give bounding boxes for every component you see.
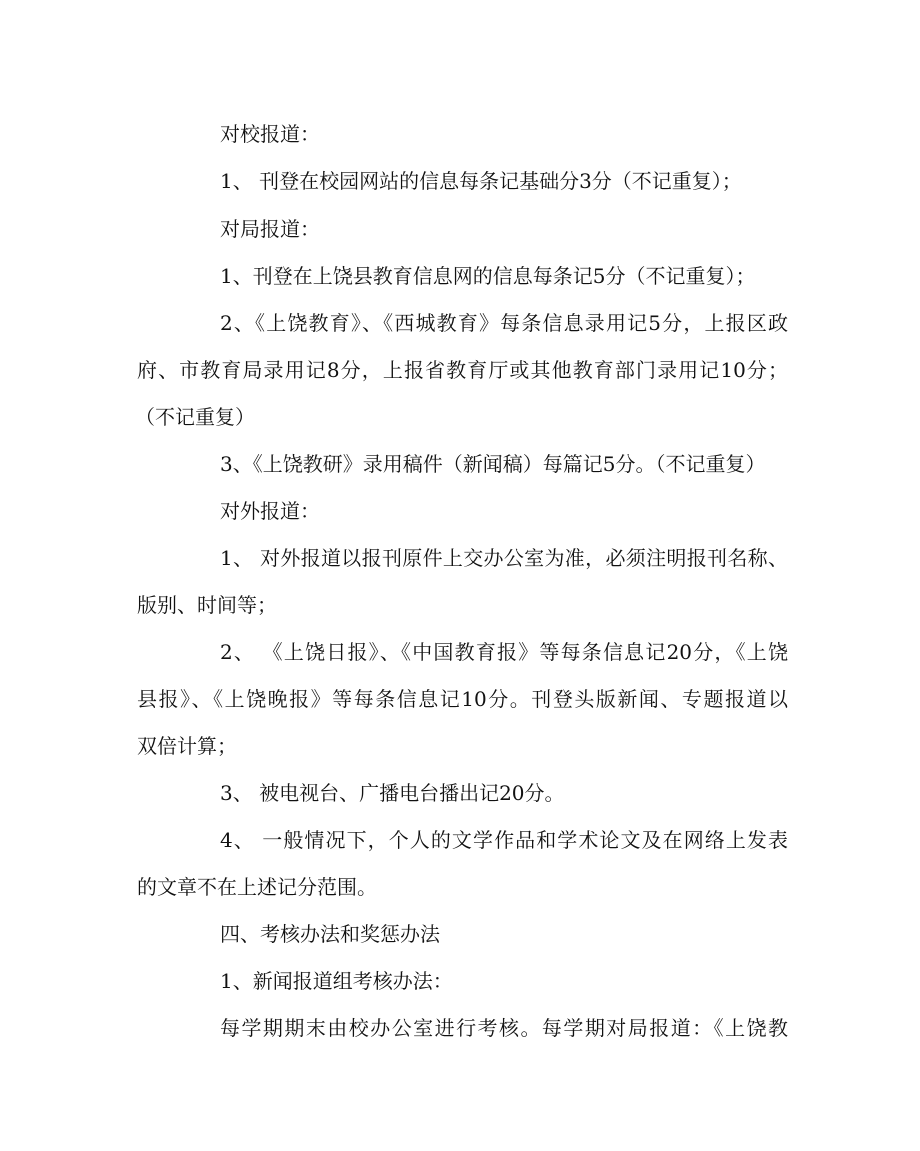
heading-school-report: 对校报道：: [220, 122, 320, 146]
heading-external-report: 对外报道：: [220, 499, 320, 523]
heading-bureau-report: 对局报道：: [220, 217, 320, 241]
subsection-heading: 1、新闻报道组考核办法：: [220, 969, 453, 993]
paragraph-line: 双倍计算；: [137, 734, 237, 758]
paragraph-line: 1、 刊登在校园网站的信息每条记基础分3分（不记重复）；: [220, 169, 742, 193]
paragraph-line: 3、 被电视台、广播电台播出记20分。: [220, 781, 565, 805]
paragraph-line: （不记重复）: [135, 405, 255, 429]
paragraph-line: 2、《上饶教育》、《西城教育》每条信息录用记5分，上报区政: [220, 311, 788, 335]
paragraph-line: 县报》、《上饶晚报》等每条信息记10分。刊登头版新闻、专题报道以: [137, 687, 788, 711]
paragraph-line: 2、 《上饶日报》、《中国教育报》等每条信息记20分，《上饶: [220, 640, 788, 664]
paragraph-line: 的文章不在上述记分范围。: [137, 875, 377, 899]
paragraph-line: 1、 对外报道以报刊原件上交办公室为准，必须注明报刊名称、: [220, 546, 788, 570]
paragraph-line: 府、市教育局录用记8分，上报省教育厅或其他教育部门录用记10分；: [137, 358, 788, 382]
paragraph-line: 版别、时间等；: [137, 593, 277, 617]
paragraph-line: 1、刊登在上饶县教育信息网的信息每条记5分（不记重复）；: [220, 264, 756, 288]
paragraph-line: 3、《上饶教研》录用稿件（新闻稿）每篇记5分。（不记重复）: [220, 452, 766, 476]
paragraph-line: 4、 一般情况下，个人的文学作品和学术论文及在网络上发表: [220, 828, 788, 852]
paragraph-line: 每学期期末由校办公室进行考核。每学期对局报道：《上饶教: [220, 1016, 788, 1040]
section-heading: 四、考核办法和奖惩办法: [220, 922, 440, 946]
